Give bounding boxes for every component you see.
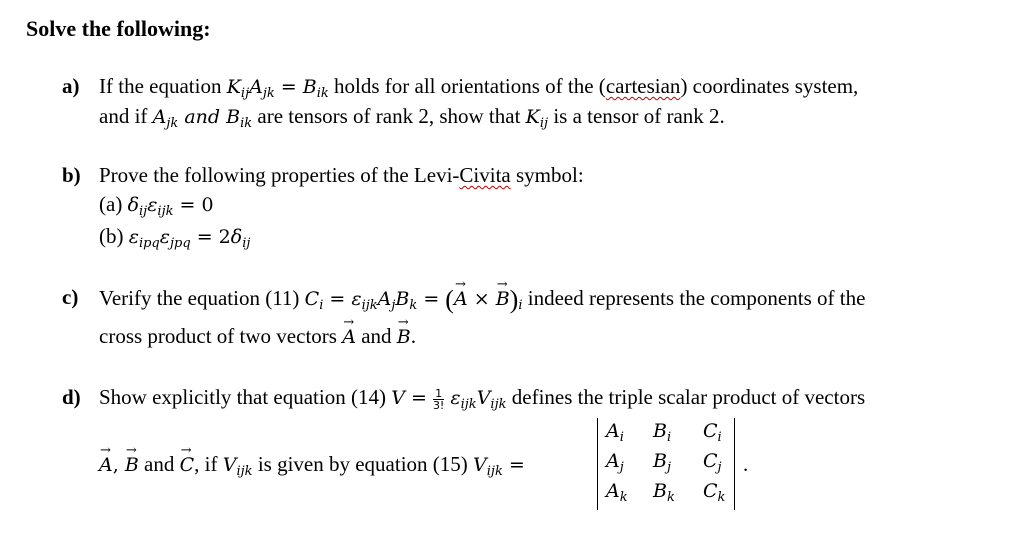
part-c-label: c) [62, 285, 79, 309]
part-c-line-2: cross product of two vectors → A and → B. [99, 324, 416, 349]
part-b-label: b) [62, 163, 81, 187]
part-d-label: d) [62, 385, 81, 409]
part-d-line-1: Show explicitly that equation (14) V = $\frac{1}{3!}$ $\varepsilon_{ijk}V_{ijk}$ defines the triple scalar product of vectors [99, 385, 866, 412]
part-d-line-2: → A, → B and → C, if $V_{ijk}$ is given by equation (15) $V_{ijk}$ = [99, 452, 525, 479]
part-b-item-a: (a) $\delta_{ij}\varepsilon_{ijk} = 0$ [99, 192, 214, 219]
fraction: $\frac{1}{3!}$ [432, 386, 445, 412]
part-a-line-1: If the equation $K_{ij}A_{jk} = B_{ik}$ holds for all orientations of the (cartesian) coordinates system, [99, 74, 859, 101]
part-b-item-b: (b) $\varepsilon_{ipq}\varepsilon_{jpq} = 2\delta_{ij}$ [99, 224, 251, 251]
part-b-line-1: Prove the following properties of the Levi-Civita symbol: [99, 163, 584, 187]
part-a-label: a) [62, 74, 80, 98]
part-a-line-2: and if $A_{jk}$ and $B_{ik}$ are tensors of rank 2, show that $K_{ij}$ is a tensor of rank 2. [99, 104, 725, 131]
page-title: Solve the following: [26, 16, 211, 41]
determinant-matrix: $A_i$ $B_i$ $C_i$ $A_j$ $B_j$ $C_j$ $A_k$ $B_k$ $C_k$ [597, 418, 735, 510]
part-c-line-1: Verify the equation (11) $C_i = \varepsilon_{ijk}A_jB_k$ = (→ A × → $B)_i$ indeed represents the components of the [99, 285, 865, 315]
part-d-end-period: . [743, 452, 749, 476]
